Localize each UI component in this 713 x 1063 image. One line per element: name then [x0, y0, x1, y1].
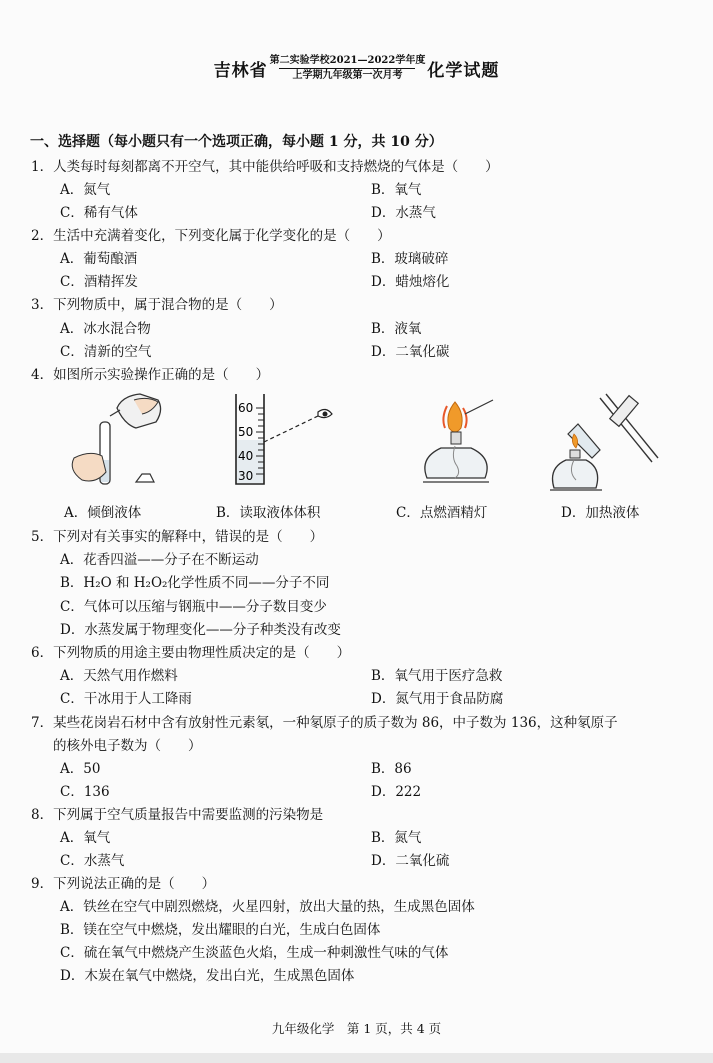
title-school-year: 第二实验学校2021—2022学年度 — [269, 55, 426, 66]
q4-caption-d: D．加热液体 — [561, 505, 640, 521]
question-1-stem: 1．人类每时每刻都离不开空气，其中能供给呼吸和支持燃烧的气体是（ ） — [31, 159, 499, 175]
q5-option-c: C．气体可以压缩与钢瓶中——分子数目变少 — [60, 599, 327, 615]
q3-option-a: A．冰水混合物 — [60, 321, 151, 337]
q3-option-d: D．二氧化碳 — [371, 344, 450, 360]
q4-caption-b: B．读取液体体积 — [216, 505, 321, 521]
q2-option-c: C．酒精挥发 — [60, 274, 138, 290]
title-suffix: 化学试题 — [427, 61, 500, 81]
page-footer: 九年级化学 第 1 页，共 4 页 — [271, 1021, 442, 1036]
exam-title — [0, 54, 713, 83]
scan-edge — [0, 1053, 713, 1063]
q2-option-d: D．蜡烛熔化 — [371, 274, 450, 290]
question-3-stem: 3．下列物质中，属于混合物的是（ ） — [31, 297, 283, 313]
q6-option-c: C．干冰用于人工降雨 — [60, 691, 192, 707]
q9-option-a: A．铁丝在空气中剧烈燃烧，火星四射，放出大量的热，生成黑色固体 — [60, 899, 475, 915]
q4-caption-a: A．倾倒液体 — [64, 505, 142, 521]
q1-option-c: C．稀有气体 — [60, 205, 138, 221]
q8-option-d: D．二氧化硫 — [371, 853, 450, 869]
title-exam-name: 上学期九年级第一次月考 — [292, 70, 403, 81]
question-7-stem-continued: 的核外电子数为（ ） — [53, 738, 202, 754]
q4-caption-c: C．点燃酒精灯 — [396, 505, 488, 521]
q5-option-d: D．水蒸发属于物理变化——分子种类没有改变 — [60, 622, 341, 638]
q1-option-b: B．氧气 — [371, 182, 422, 198]
question-6-stem: 6．下列物质的用途主要由物理性质决定的是（ ） — [31, 645, 351, 661]
q1-option-a: A．氮气 — [60, 182, 111, 198]
q6-option-a: A．天然气用作燃料 — [60, 668, 178, 684]
cylinder-tick-60: 60 — [238, 401, 254, 415]
q7-option-d: D．222 — [371, 784, 422, 800]
q7-option-a: A．50 — [60, 761, 101, 777]
question-7-stem: 7．某些花岗岩石材中含有放射性元素氡，一种氡原子的质子数为 86，中子数为 136，这种氡原子 — [31, 715, 618, 731]
q5-option-b: B．H₂O 和 H₂O₂化学性质不同——分子不同 — [60, 575, 330, 591]
section-heading: 一、选择题（每小题只有一个选项正确，每小题 1 分，共 10 分） — [30, 134, 443, 150]
q2-option-b: B．玻璃破碎 — [371, 251, 449, 267]
q7-option-c: C．136 — [60, 784, 110, 800]
title-stack — [270, 54, 426, 83]
q3-option-c: C．清新的空气 — [60, 344, 152, 360]
pouring-liquid-figure — [62, 388, 172, 496]
graduated-cylinder-figure — [228, 388, 353, 488]
q5-option-a: A．花香四溢——分子在不断运动 — [60, 552, 259, 568]
alcohol-lamp-figure — [415, 388, 500, 496]
q9-option-c: C．硫在氧气中燃烧产生淡蓝色火焰，生成一种刺激性气味的气体 — [60, 945, 449, 961]
question-8-stem: 8．下列属于空气质量报告中需要监测的污染物是 — [31, 807, 324, 823]
q9-option-b: B．镁在空气中燃烧，发出耀眼的白光，生成白色固体 — [60, 922, 381, 938]
q1-option-d: D．水蒸气 — [371, 205, 436, 221]
heating-liquid-figure — [548, 388, 668, 496]
q8-option-a: A．氧气 — [60, 830, 111, 846]
cylinder-tick-30: 30 — [238, 469, 254, 483]
cylinder-tick-40: 40 — [238, 449, 254, 463]
q8-option-b: B．氮气 — [371, 830, 422, 846]
cylinder-tick-50: 50 — [238, 425, 254, 439]
q7-option-b: B．86 — [371, 761, 412, 777]
q6-option-b: B．氧气用于医疗急救 — [371, 668, 503, 684]
question-4-stem: 4．如图所示实验操作正确的是（ ） — [31, 367, 270, 383]
question-9-stem: 9．下列说法正确的是（ ） — [31, 876, 216, 892]
title-prefix: 吉林省 — [213, 61, 268, 81]
q2-option-a: A．葡萄酿酒 — [60, 251, 138, 267]
question-5-stem: 5．下列对有关事实的解释中，错误的是（ ） — [31, 529, 324, 545]
q9-option-d: D．木炭在氧气中燃烧，发出白光，生成黑色固体 — [60, 968, 355, 984]
q6-option-d: D．氮气用于食品防腐 — [371, 691, 504, 707]
q3-option-b: B．液氧 — [371, 321, 422, 337]
question-2-stem: 2．生活中充满着变化，下列变化属于化学变化的是（ ） — [31, 228, 391, 244]
q8-option-c: C．水蒸气 — [60, 853, 125, 869]
